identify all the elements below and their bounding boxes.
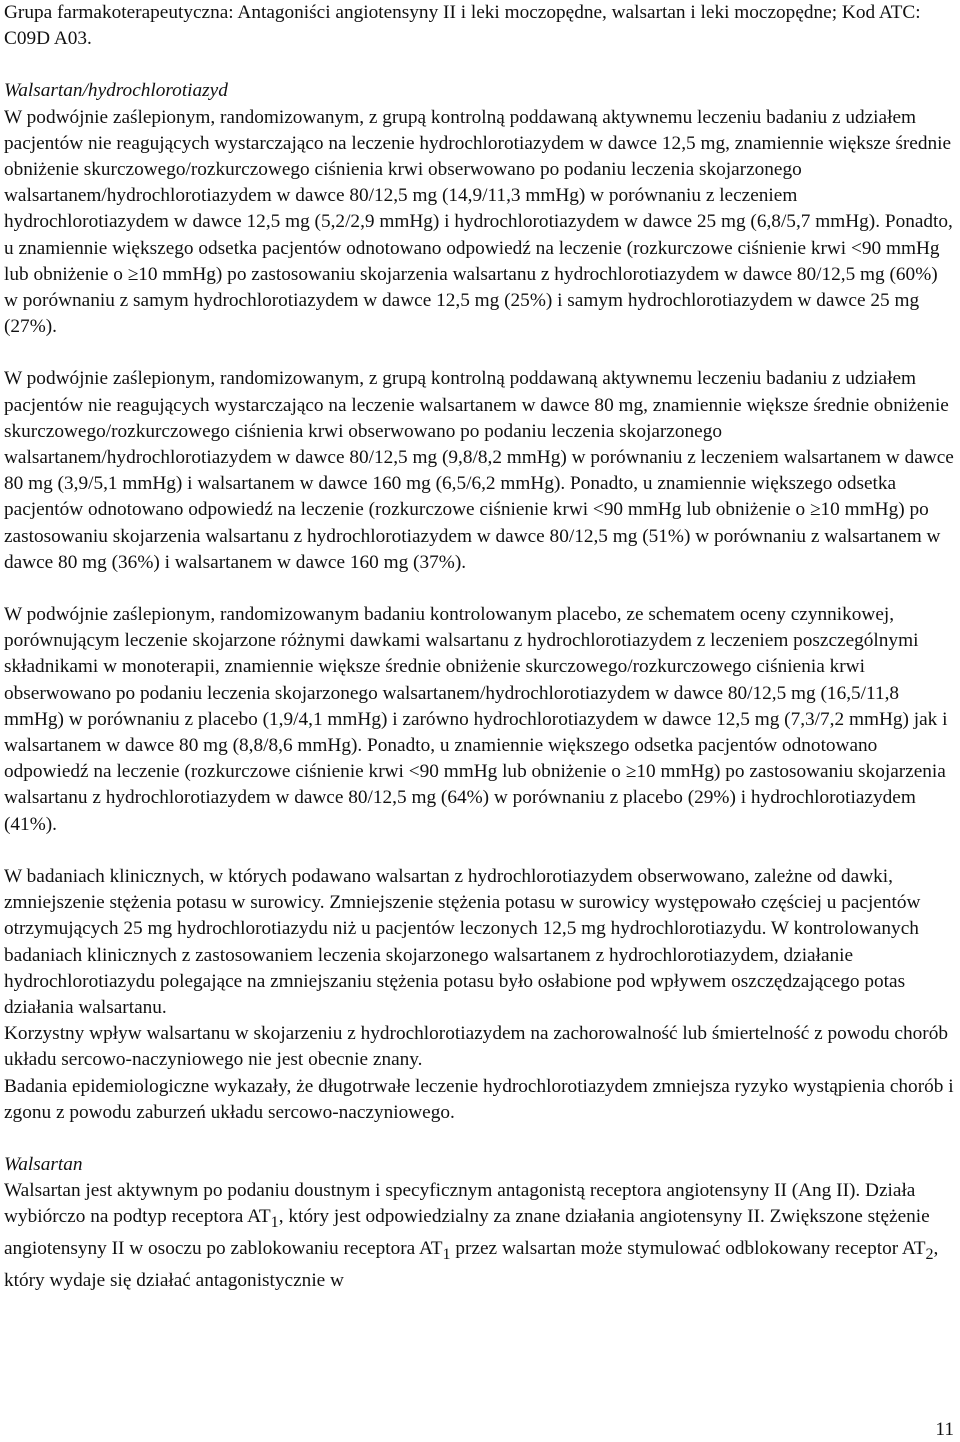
paragraph-serum-potassium: W badaniach klinicznych, w których podawano walsartan z hydrochlorotiazydem obserwowano, zależne od dawki, zmniejszenie stężenia potasu w surowicy. Zmniejszenie stężenia potasu w surowicy występowało częściej u pacjentów otrzymujących 25 mg hydrochlorotiazydu niż u pacjentów leczonych 12,5 mg hydrochlorotiazydu. W kontrolowanych badaniach klinicznych z zastosowaniem leczenia skojarzonego walsartanem z hydrochlorotiazydem, działanie hydrochlorotiazydu polegające na zmniejszaniu stężenia potasu było osłabione pod wpływem oszczędzającego potas działania walsartanu.	[4, 865, 921, 1018]
spacer	[4, 1126, 956, 1152]
spacer	[4, 576, 956, 602]
spacer	[4, 340, 956, 366]
page-number: 11	[935, 1419, 954, 1440]
paragraph-valsartan-mechanism	[4, 1178, 956, 1295]
spacer	[4, 52, 956, 78]
document-page	[4, 0, 956, 1295]
section-heading-valsartan-hydrochlorothiazide: Walsartan/hydrochlorotiazyd	[4, 80, 228, 102]
subscript: 1	[442, 1246, 451, 1264]
paragraph-epidemiology: Badania epidemiologiczne wykazały, że długotrwałe leczenie hydrochlorotiazydem zmniejsza ryzyko wystąpienia chorób i zgonu z powodu zaburzeń układu sercowo-naczyniowego.	[4, 1075, 954, 1123]
spacer	[4, 838, 956, 864]
text-run: , który wydaje się działać antagonistycznie w	[4, 1238, 939, 1292]
subscript: 1	[270, 1214, 279, 1232]
pharmacotherapeutic-group-line: Grupa farmakoterapeutyczna: Antagoniści angiotensyny II i leki moczopędne, walsartan i leki moczopędne; Kod ATC: C09D A03.	[4, 2, 921, 50]
paragraph-study-hctz-nonresponders: W podwójnie zaślepionym, randomizowanym, z grupą kontrolną poddawaną aktywnemu leczeniu badaniu z udziałem pacjentów nie reagujących wystarczająco na leczenie hydrochlorotiazydem w dawce 12,5 mg, znamiennie większe średnie obniżenie skurczowego/rozkurczowego ciśnienia krwi obserwowano po podaniu leczenia skojarzonego walsartanem/hydrochlorotiazydem w dawce 80/12,5 mg (14,9/11,3 mmHg) w porównaniu z leczeniem hydrochlorotiazydem w dawce 12,5 mg (5,2/2,9 mmHg) i hydrochlorotiazydem w dawce 25 mg (6,8/5,7 mmHg). Ponadto, u znamiennie większego odsetka pacjentów odnotowano odpowiedź na leczenie (rozkurczowe ciśnienie krwi <90 mmHg lub obniżenie o ≥10 mmHg) po zastosowaniu skojarzenia walsartanu z hydrochlorotiazydem w dawce 80/12,5 mg (60%) w porównaniu z samym hydrochlorotiazydem w dawce 12,5 mg (25%) i samym hydrochlorotiazydem w dawce 25 mg (27%).	[4, 106, 953, 338]
text-run: Walsartan jest aktywnym po podaniu doustnym i specyficznym antagonistą receptora angiotensyny II (Ang II). Działa wybiórczo na podtyp receptora AT	[4, 1180, 916, 1228]
section-heading-valsartan: Walsartan	[4, 1153, 83, 1175]
paragraph-factorial-placebo-study: W podwójnie zaślepionym, randomizowanym badaniu kontrolowanym placebo, ze schematem oceny czynnikowej, porównującym leczenie skojarzone różnymi dawkami walsartanu z hydrochlorotiazydem z leczeniem poszczególnymi składnikami w monoterapii, znamiennie większe średnie obniżenie skurczowego/rozkurczowego ciśnienia krwi obserwowano po podaniu leczenia skojarzonego walsartanem/hydrochlorotiazydem w dawce 80/12,5 mg (16,5/11,8 mmHg) w porównaniu z placebo (1,9/4,1 mmHg) i zarówno hydrochlorotiazydem w dawce 12,5 mg (7,3/7,2 mmHg) jak i walsartanem w dawce 80 mg (8,8/8,6 mmHg). Ponadto, u znamiennie większego odsetka pacjentów odnotowano odpowiedź na leczenie (rozkurczowe ciśnienie krwi <90 mmHg lub obniżenie o ≥10 mmHg) po zastosowaniu skojarzenia walsartanu z hydrochlorotiazydem w dawce 80/12,5 mg (64%) w porównaniu z placebo (29%) i hydrochlorotiazydem (41%).	[4, 604, 948, 835]
paragraph-study-valsartan-nonresponders: W podwójnie zaślepionym, randomizowanym, z grupą kontrolną poddawaną aktywnemu leczeniu badaniu z udziałem pacjentów nie reagujących wystarczająco na leczenie walsartanem w dawce 80 mg, znamiennie większe średnie obniżenie skurczowego/rozkurczowego ciśnienia krwi obserwowano po podaniu leczenia skojarzonego walsartanem/hydrochlorotiazydem w dawce 80/12,5 mg (9,8/8,2 mmHg) w porównaniu z leczeniem walsartanem w dawce 80 mg (3,9/5,1 mmHg) i walsartanem w dawce 160 mg (6,5/6,2 mmHg). Ponadto, u znamiennie większego odsetka pacjentów odnotowano odpowiedź na leczenie (rozkurczowe ciśnienie krwi <90 mmHg lub obniżenie o ≥10 mmHg) po zastosowaniu skojarzenia walsartanu z hydrochlorotiazydem w dawce 80/12,5 mg (51%) w porównaniu z walsartanem w dawce 80 mg (36%) i walsartanem w dawce 160 mg (37%).	[4, 368, 954, 573]
paragraph-morbidity-mortality: Korzystny wpływ walsartanu w skojarzeniu z hydrochlorotiazydem na zachorowalność lub śmiertelność z powodu chorób układu sercowo-naczyniowego nie jest obecnie znany.	[4, 1023, 948, 1071]
subscript: 2	[925, 1246, 934, 1264]
text-run: przez walsartan może stymulować odblokowany receptor AT	[450, 1238, 926, 1260]
text-run: , który jest odpowiedzialny za znane działania angiotensyny II. Zwiększone stężenie angiotensyny II w osoczu po zablokowaniu receptora AT	[4, 1206, 930, 1260]
